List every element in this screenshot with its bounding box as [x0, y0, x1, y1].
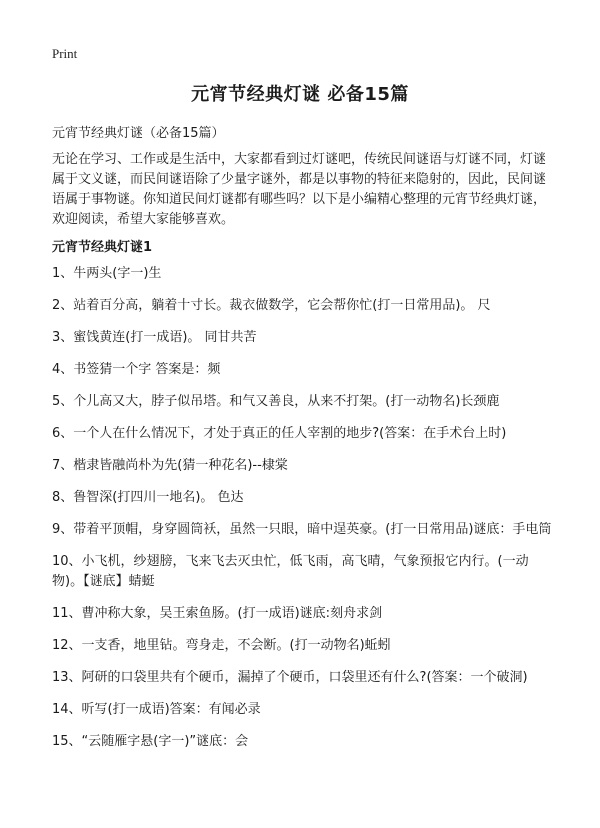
riddle-item: 7、楷隶皆融尚朴为先(猜一种花名)--棣棠	[52, 458, 288, 473]
riddle-item: 12、一支香，地里钻。弯身走，不会断。(打一动物名)蚯蚓	[52, 638, 391, 653]
riddle-item: 6、一个人在什么情况下，才处于真正的任人宰割的地步?(答案：在手术台上时)	[52, 426, 507, 441]
riddle-item: 13、阿研的口袋里共有个硬币，漏掉了个硬币，口袋里还有什么?(答案：一个破洞)	[52, 670, 528, 685]
page-title: 元宵节经典灯谜 必备15篇	[191, 84, 409, 105]
riddle-item: 9、带着平顶帽，身穿圆筒袄，虽然一只眼，暗中逞英豪。(打一日常用品)谜底：手电筒	[52, 522, 552, 537]
intro-paragraph: 无论在学习、工作或是生活中，大家都看到过灯谜吧，传统民间谜语与灯谜不同，灯谜属于文义谜，而民间谜语除了少量字谜外，都是以事物的特征来隐射的，因此，民间谜语属于事物谜。你知道民间灯谜都有哪些吗？以下是小编精心整理的元宵节经典灯谜，欢迎阅读，希望大家能够喜欢。	[52, 152, 547, 227]
riddle-item: 10、小飞机，纱翅膀，飞来飞去灭虫忙，低飞雨，高飞晴，气象预报它内行。(一动物)。【谜底】蜻蜓	[52, 554, 529, 589]
riddle-item: 2、站着百分高，躺着十寸长。裁衣做数学，它会帮你忙(打一日常用品)。 尺	[52, 298, 491, 313]
print-link[interactable]: Print	[52, 46, 78, 61]
riddle-item: 4、书签猜一个字 答案是：频	[52, 362, 221, 377]
riddle-item: 14、听写(打一成语)答案：有闻必录	[52, 702, 261, 717]
riddle-item: 8、鲁智深(打四川一地名)。 色达	[52, 490, 244, 505]
riddle-item: 5、个儿高又大，脖子似吊塔。和气又善良，从来不打架。(打一动物名)长颈鹿	[52, 394, 500, 409]
riddle-item: 3、蜜饯黄连(打一成语)。 同甘共苦	[52, 330, 257, 345]
riddle-item: 11、曹冲称大象，吴王索鱼肠。(打一成语)谜底:刻舟求剑	[52, 606, 383, 621]
section-heading: 元宵节经典灯谜1	[52, 240, 153, 255]
riddle-item: 15、“云随雁字悬(字一)”谜底：会	[52, 734, 249, 749]
riddle-item: 1、牛两头(字一)生	[52, 266, 162, 281]
article-subtitle: 元宵节经典灯谜（必备15篇）	[52, 126, 225, 141]
riddle-list	[52, 264, 552, 764]
